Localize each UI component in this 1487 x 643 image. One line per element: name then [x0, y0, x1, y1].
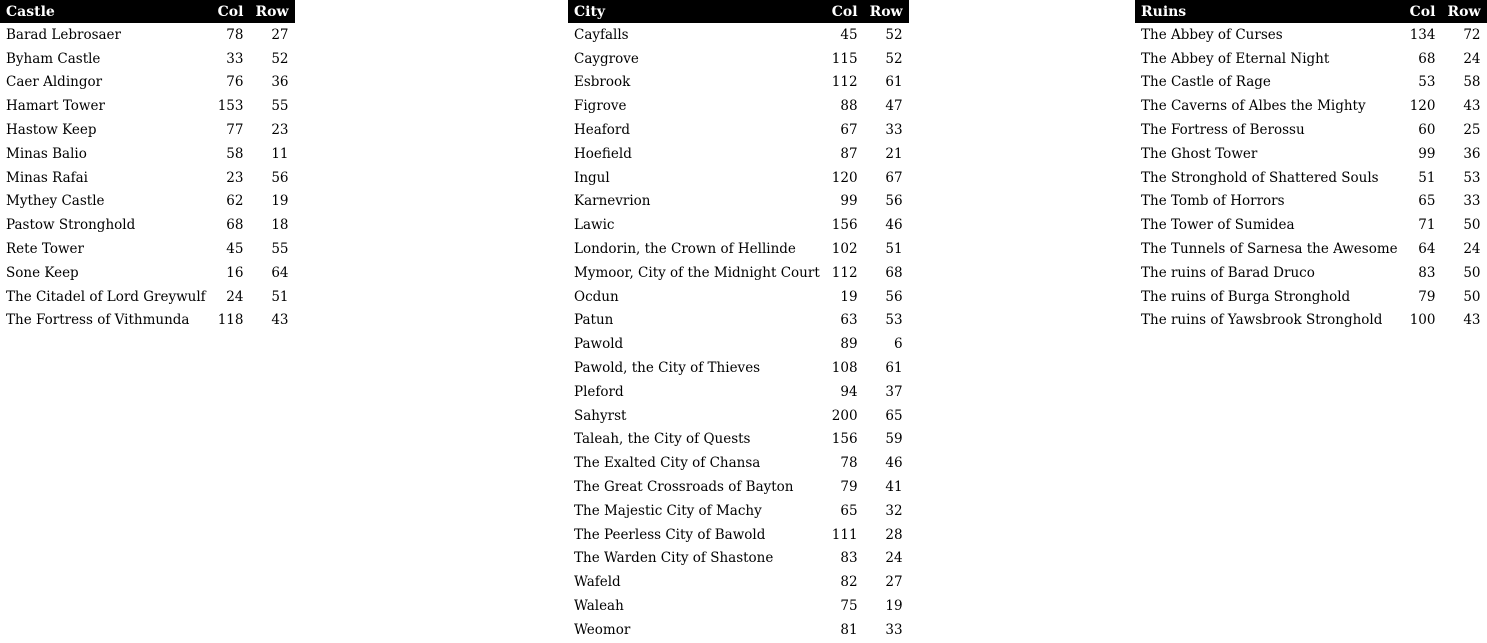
city-row-cell: 61 [885, 74, 903, 91]
city-col-cell: 65 [840, 502, 858, 519]
castle-row-cell: 55 [271, 241, 289, 258]
castle-table-row [0, 142, 295, 166]
castle-header-row [0, 0, 295, 23]
city-col-cell: 120 [831, 169, 858, 186]
city-table-row [568, 451, 909, 475]
city-table-body [568, 23, 909, 642]
city-row-cell: 46 [885, 455, 903, 472]
castle-col-cell: 62 [226, 193, 244, 210]
castle-name-cell: The Citadel of Lord Greywulf [6, 288, 206, 305]
ruins-col-cell: 120 [1409, 98, 1436, 115]
city-row-cell: 51 [885, 241, 903, 258]
city-col-cell: 78 [840, 455, 858, 472]
city-table-row [568, 356, 909, 380]
castle-col-cell: 76 [226, 74, 244, 91]
city-table-row [568, 570, 909, 594]
city-col-cell: 89 [840, 336, 858, 353]
city-name-cell: Pleford [574, 383, 624, 400]
ruins-row-cell: 24 [1463, 50, 1481, 67]
ruins-row-cell: 50 [1463, 264, 1481, 281]
ruins-name-cell: The Tunnels of Sarnesa the Awesome [1141, 241, 1398, 258]
city-name-header: City [568, 0, 826, 23]
ruins-table [1135, 0, 1487, 332]
city-table-row [568, 475, 909, 499]
castle-table-row [0, 166, 295, 190]
city-table-row [568, 332, 909, 356]
castle-col-header: Col [212, 0, 250, 23]
castle-col-cell: 16 [226, 264, 244, 281]
city-col-cell: 111 [831, 526, 858, 543]
castle-row-header: Row [249, 0, 294, 23]
city-row-cell: 46 [885, 217, 903, 234]
castle-row-cell: 52 [271, 50, 289, 67]
castle-table-body [0, 23, 295, 332]
ruins-col-cell: 83 [1418, 264, 1436, 281]
castle-name-cell: Barad Lebrosaer [6, 26, 122, 43]
castle-col-cell: 24 [226, 288, 244, 305]
ruins-table-row [1135, 142, 1487, 166]
city-table [568, 0, 909, 642]
ruins-col-cell: 134 [1409, 26, 1436, 43]
castle-name-cell: Caer Aldingor [6, 74, 103, 91]
castle-row-cell: 27 [271, 26, 289, 43]
city-name-cell: Hoefield [574, 145, 632, 162]
city-row-cell: 52 [885, 50, 903, 67]
ruins-row-cell: 72 [1463, 26, 1481, 43]
city-row-cell: 33 [885, 621, 903, 638]
city-row-cell: 27 [885, 574, 903, 591]
ruins-table-row [1135, 166, 1487, 190]
castle-name-header: Castle [0, 0, 212, 23]
city-row-cell: 41 [885, 479, 903, 496]
city-table-row [568, 213, 909, 237]
city-name-cell: Waleah [574, 598, 624, 615]
castle-col-cell: 45 [226, 241, 244, 258]
city-col-cell: 83 [840, 550, 858, 567]
city-row-cell: 21 [885, 145, 903, 162]
ruins-col-cell: 71 [1418, 217, 1436, 234]
castle-table-row [0, 94, 295, 118]
castle-row-cell: 64 [271, 264, 289, 281]
ruins-name-cell: The Abbey of Curses [1141, 26, 1283, 43]
castle-row-cell: 18 [271, 217, 289, 234]
city-name-cell: The Great Crossroads of Bayton [574, 479, 794, 496]
city-name-cell: Cayfalls [574, 26, 629, 43]
city-col-cell: 87 [840, 145, 858, 162]
city-name-cell: The Peerless City of Bawold [574, 526, 766, 543]
city-col-cell: 112 [831, 264, 858, 281]
castle-name-cell: Hamart Tower [6, 98, 105, 115]
ruins-table-row [1135, 47, 1487, 71]
city-row-cell: 68 [885, 264, 903, 281]
city-row-cell: 61 [885, 360, 903, 377]
ruins-name-cell: The ruins of Yawsbrook Stronghold [1141, 312, 1383, 329]
city-name-cell: The Majestic City of Machy [574, 502, 762, 519]
ruins-row-cell: 50 [1463, 217, 1481, 234]
castle-name-cell: The Fortress of Vithmunda [6, 312, 190, 329]
ruins-row-cell: 53 [1463, 169, 1481, 186]
city-table-row [568, 380, 909, 404]
city-name-cell: Ocdun [574, 288, 619, 305]
city-row-header: Row [864, 0, 909, 23]
castle-col-cell: 68 [226, 217, 244, 234]
city-table-row [568, 547, 909, 571]
city-row-cell: 32 [885, 502, 903, 519]
ruins-table-row [1135, 94, 1487, 118]
castle-name-cell: Mythey Castle [6, 193, 105, 210]
city-col-cell: 19 [840, 288, 858, 305]
ruins-row-cell: 24 [1463, 241, 1481, 258]
ruins-col-cell: 65 [1418, 193, 1436, 210]
city-table-row [568, 166, 909, 190]
castle-col-cell: 78 [226, 26, 244, 43]
city-col-cell: 102 [831, 241, 858, 258]
city-row-cell: 19 [885, 598, 903, 615]
ruins-table-row [1135, 285, 1487, 309]
castle-row-cell: 23 [271, 122, 289, 139]
castle-table-row [0, 213, 295, 237]
city-col-cell: 79 [840, 479, 858, 496]
city-name-cell: Karnevrion [574, 193, 651, 210]
city-row-cell: 65 [885, 407, 903, 424]
city-row-cell: 6 [894, 336, 903, 353]
ruins-col-cell: 79 [1418, 288, 1436, 305]
castle-row-cell: 36 [271, 74, 289, 91]
ruins-row-cell: 43 [1463, 312, 1481, 329]
city-table-row [568, 237, 909, 261]
city-row-cell: 37 [885, 383, 903, 400]
city-table-row [568, 261, 909, 285]
castle-row-cell: 43 [271, 312, 289, 329]
city-col-cell: 67 [840, 122, 858, 139]
castle-row-cell: 56 [271, 169, 289, 186]
ruins-name-cell: The Stronghold of Shattered Souls [1141, 169, 1379, 186]
city-row-cell: 56 [885, 193, 903, 210]
ruins-name-cell: The ruins of Burga Stronghold [1141, 288, 1351, 305]
castle-name-cell: Minas Rafai [6, 169, 88, 186]
ruins-header-row [1135, 0, 1487, 23]
ruins-col-cell: 53 [1418, 74, 1436, 91]
castle-table-row [0, 23, 295, 47]
city-name-cell: Pawold, the City of Thieves [574, 360, 761, 377]
ruins-table-row [1135, 213, 1487, 237]
city-col-cell: 108 [831, 360, 858, 377]
city-table-row [568, 118, 909, 142]
city-name-cell: Heaford [574, 122, 631, 139]
ruins-name-cell: The Castle of Rage [1141, 74, 1271, 91]
castle-name-cell: Rete Tower [6, 241, 84, 258]
ruins-row-cell: 43 [1463, 98, 1481, 115]
castle-name-cell: Pastow Stronghold [6, 217, 136, 234]
ruins-row-header: Row [1441, 0, 1486, 23]
city-name-cell: The Exalted City of Chansa [574, 455, 761, 472]
ruins-table-row [1135, 23, 1487, 47]
castle-row-cell: 11 [271, 145, 289, 162]
castle-table-row [0, 190, 295, 214]
ruins-name-cell: The Caverns of Albes the Mighty [1141, 98, 1366, 115]
city-name-cell: Figrove [574, 98, 627, 115]
city-col-cell: 82 [840, 574, 858, 591]
castle-row-cell: 19 [271, 193, 289, 210]
castle-table-row [0, 237, 295, 261]
city-row-cell: 28 [885, 526, 903, 543]
ruins-name-cell: The ruins of Barad Druco [1141, 264, 1315, 281]
city-col-cell: 81 [840, 621, 858, 638]
city-col-cell: 88 [840, 98, 858, 115]
city-name-cell: Pawold [574, 336, 624, 353]
castle-row-cell: 51 [271, 288, 289, 305]
ruins-row-cell: 50 [1463, 288, 1481, 305]
ruins-row-cell: 33 [1463, 193, 1481, 210]
castle-col-cell: 23 [226, 169, 244, 186]
city-col-cell: 156 [831, 431, 858, 448]
city-table-row [568, 23, 909, 47]
ruins-table-row [1135, 261, 1487, 285]
castle-col-cell: 77 [226, 122, 244, 139]
city-name-cell: Wafeld [574, 574, 621, 591]
ruins-name-header: Ruins [1135, 0, 1404, 23]
city-row-cell: 53 [885, 312, 903, 329]
ruins-name-cell: The Abbey of Eternal Night [1141, 50, 1330, 67]
ruins-table-row [1135, 118, 1487, 142]
ruins-name-cell: The Tower of Sumidea [1141, 217, 1295, 234]
city-col-cell: 63 [840, 312, 858, 329]
city-col-cell: 75 [840, 598, 858, 615]
castle-table-row [0, 47, 295, 71]
ruins-name-cell: The Tomb of Horrors [1141, 193, 1285, 210]
city-name-cell: Mymoor, City of the Midnight Court [574, 264, 820, 281]
city-table-row [568, 523, 909, 547]
city-name-cell: Esbrook [574, 74, 631, 91]
city-table-row [568, 618, 909, 642]
castle-table-row [0, 285, 295, 309]
castle-table-row [0, 309, 295, 333]
city-col-cell: 94 [840, 383, 858, 400]
city-row-cell: 52 [885, 26, 903, 43]
city-table-row [568, 428, 909, 452]
city-table-row [568, 94, 909, 118]
castle-table-row [0, 118, 295, 142]
ruins-col-cell: 99 [1418, 145, 1436, 162]
ruins-row-cell: 58 [1463, 74, 1481, 91]
city-table-row [568, 594, 909, 618]
city-name-cell: Taleah, the City of Quests [574, 431, 751, 448]
city-col-header: Col [826, 0, 864, 23]
ruins-name-cell: The Fortress of Berossu [1141, 122, 1305, 139]
city-table-row [568, 499, 909, 523]
city-name-cell: The Warden City of Shastone [574, 550, 774, 567]
ruins-table-row [1135, 190, 1487, 214]
city-name-cell: Sahyrst [574, 407, 627, 424]
city-row-cell: 24 [885, 550, 903, 567]
city-col-cell: 115 [831, 50, 858, 67]
castle-name-cell: Minas Balio [6, 145, 87, 162]
castle-table-row [0, 261, 295, 285]
ruins-table-body [1135, 23, 1487, 332]
city-name-cell: Patun [574, 312, 614, 329]
castle-name-cell: Hastow Keep [6, 122, 97, 139]
city-row-cell: 33 [885, 122, 903, 139]
city-name-cell: Lawic [574, 217, 615, 234]
ruins-col-header: Col [1404, 0, 1442, 23]
city-name-cell: Weomor [574, 621, 631, 638]
city-table-row [568, 404, 909, 428]
ruins-table-row [1135, 237, 1487, 261]
city-row-cell: 67 [885, 169, 903, 186]
city-table-row [568, 47, 909, 71]
city-table-row [568, 309, 909, 333]
city-row-cell: 47 [885, 98, 903, 115]
castle-col-cell: 153 [217, 98, 244, 115]
city-table-row [568, 285, 909, 309]
castle-col-cell: 58 [226, 145, 244, 162]
city-col-cell: 156 [831, 217, 858, 234]
ruins-col-cell: 64 [1418, 241, 1436, 258]
city-name-cell: Londorin, the Crown of Hellinde [574, 241, 796, 258]
ruins-col-cell: 100 [1409, 312, 1436, 329]
city-table-row [568, 71, 909, 95]
castle-table-row [0, 71, 295, 95]
ruins-col-cell: 60 [1418, 122, 1436, 139]
ruins-name-cell: The Ghost Tower [1141, 145, 1258, 162]
city-row-cell: 59 [885, 431, 903, 448]
city-col-cell: 45 [840, 26, 858, 43]
city-row-cell: 56 [885, 288, 903, 305]
city-table-row [568, 190, 909, 214]
ruins-table-row [1135, 71, 1487, 95]
city-table-row [568, 142, 909, 166]
city-col-cell: 200 [831, 407, 858, 424]
city-col-cell: 99 [840, 193, 858, 210]
castle-table [0, 0, 295, 332]
city-name-cell: Caygrove [574, 50, 639, 67]
ruins-row-cell: 25 [1463, 122, 1481, 139]
castle-col-cell: 33 [226, 50, 244, 67]
castle-name-cell: Sone Keep [6, 264, 79, 281]
ruins-row-cell: 36 [1463, 145, 1481, 162]
castle-row-cell: 55 [271, 98, 289, 115]
ruins-col-cell: 68 [1418, 50, 1436, 67]
ruins-col-cell: 51 [1418, 169, 1436, 186]
ruins-table-row [1135, 309, 1487, 333]
city-col-cell: 112 [831, 74, 858, 91]
castle-col-cell: 118 [217, 312, 244, 329]
city-name-cell: Ingul [574, 169, 610, 186]
city-header-row [568, 0, 909, 23]
castle-name-cell: Byham Castle [6, 50, 101, 67]
